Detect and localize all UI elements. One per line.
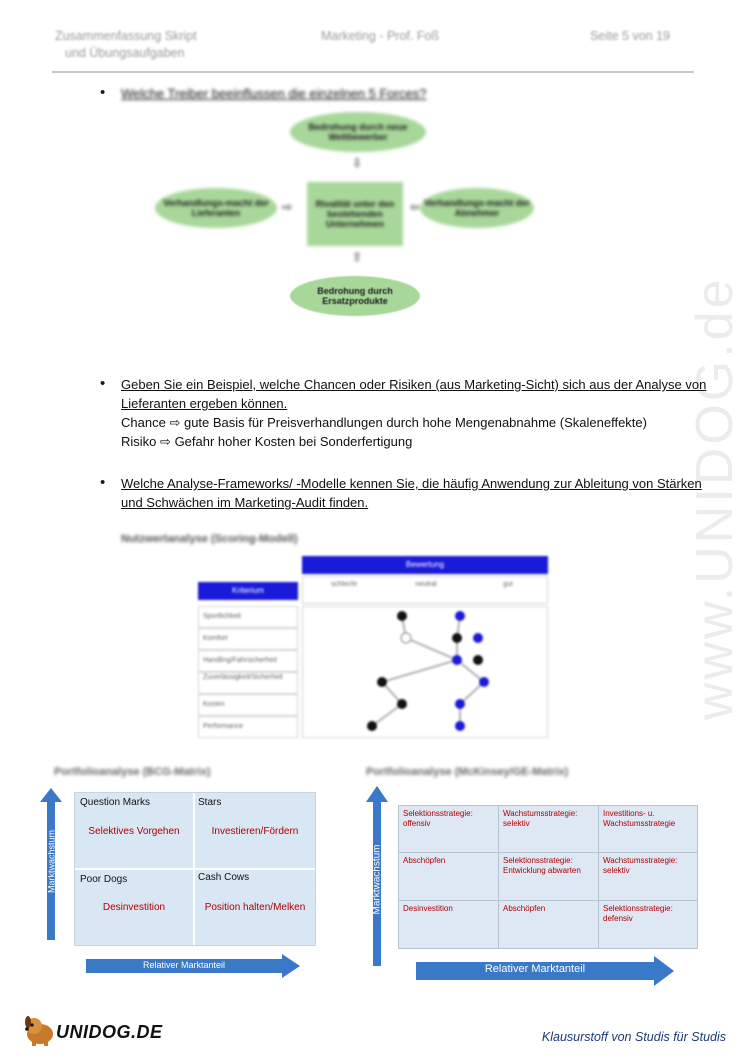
scoring-header-kriterium: Kriterium xyxy=(198,582,298,600)
arrow-up-icon: ⇧ xyxy=(352,250,363,264)
ge-cell: Wachstumsstrategie: selektiv xyxy=(598,852,698,901)
footer-tagline: Klausurstoff von Studis für Studis xyxy=(541,1030,726,1044)
force-new-entrants: Bedrohung durch neue Wettbewerber xyxy=(290,112,426,152)
answer-risk-text: Gefahr hoher Kosten bei Sonderfertigung xyxy=(174,434,413,449)
bullet-icon: • xyxy=(100,375,106,392)
ge-cell: Abschöpfen xyxy=(398,852,499,901)
scoring-point xyxy=(377,677,387,687)
ge-cell: Investitions- u. Wachstumsstrategie xyxy=(598,805,698,853)
footer-logo xyxy=(22,1014,172,1046)
scoring-point xyxy=(452,655,462,665)
scoring-row-label: Performance xyxy=(198,716,298,738)
bcg-title: Portfolioanalyse (BCG-Matrix) xyxy=(54,766,211,778)
scoring-point xyxy=(455,721,465,731)
question-supplier-analysis xyxy=(121,375,711,451)
answer-chance xyxy=(121,413,711,432)
ge-title: Portfolioanalyse (McKinsey/GE-Matrix) xyxy=(366,766,569,778)
question-frameworks xyxy=(121,474,711,512)
bcg-q1-value: Selektives Vorgehen xyxy=(88,826,180,837)
ge-cell: Abschöpfen xyxy=(498,900,599,949)
arrow-right-icon: ⇨ xyxy=(282,200,293,214)
question-line1: Welche Analyse-Frameworks/ -Modelle kennen Sie, die häufig Anwendung zur Ableitung von Stärken xyxy=(121,476,702,491)
scoring-row-label: Handling/Fahrsicherheit xyxy=(198,650,298,672)
scoring-point xyxy=(397,699,407,709)
answer-risk xyxy=(121,432,711,451)
bcg-x-axis-label: Relativer Marktanteil xyxy=(142,960,226,970)
arrow-right-icon: ⇨ xyxy=(160,434,171,449)
bcg-q2-value: Investieren/Fördern xyxy=(211,826,299,837)
question-line1: Geben Sie ein Beispiel, welche Chancen oder Risiken (aus Marketing-Sicht) sich aus der Analyse von xyxy=(121,377,707,392)
force-buyers: Verhandlungs-macht der Abnehmer xyxy=(420,188,534,228)
header-left-line1: Zusammenfassung Skript xyxy=(55,29,197,43)
scoring-point xyxy=(455,699,465,709)
scoring-point xyxy=(473,633,483,643)
header-left xyxy=(55,28,225,62)
scoring-group-bad: schlecht xyxy=(331,581,357,588)
bullet-icon: • xyxy=(100,84,106,101)
watermark: www.UNIDOG.de xyxy=(686,276,744,720)
bcg-q2-label: Stars xyxy=(198,797,222,808)
scoring-group-neutral: neutral xyxy=(415,581,437,588)
force-suppliers: Verhandlungs-macht der Lieferanten xyxy=(155,188,277,228)
scoring-row-label: Kosten xyxy=(198,694,298,716)
scoring-point xyxy=(473,655,483,665)
bcg-matrix xyxy=(74,792,316,946)
question-line2: und Schwächen im Marketing-Audit finden. xyxy=(121,495,369,510)
header-right: Seite 5 von 19 xyxy=(590,29,670,43)
header-left-line2: und Übungsaufgaben xyxy=(65,46,185,60)
arrow-down-icon: ⇩ xyxy=(352,156,363,170)
arrow-left-icon: ⇦ xyxy=(410,200,421,214)
scoring-point xyxy=(455,611,465,621)
scoring-row-label: Sportlichkeit xyxy=(198,606,298,628)
scoring-point xyxy=(397,611,407,621)
bullet-icon: • xyxy=(100,474,106,491)
question-five-forces: Welche Treiber beeinflussen die einzelnen 5 Forces? xyxy=(121,86,427,101)
scoring-row-label: Komfort xyxy=(198,628,298,650)
ge-cell: Selektionsstrategie: defensiv xyxy=(598,900,698,949)
logo-text: UNIDOG.DE xyxy=(56,1022,163,1042)
scoring-group-header xyxy=(302,576,548,604)
bcg-y-axis-label: Marktwachstum xyxy=(46,830,57,894)
answer-chance-text: gute Basis für Preisverhandlungen durch hohe Mengenabnahme (Skaleneffekte) xyxy=(183,415,647,430)
bcg-q1-label: Question Marks xyxy=(80,797,151,808)
scoring-point xyxy=(367,721,377,731)
scoring-group-good: gut xyxy=(503,581,513,588)
ge-cell: Desinvestition xyxy=(398,900,499,949)
force-substitutes: Bedrohung durch Ersatzprodukte xyxy=(290,276,420,316)
scoring-title: Nutzwertanalyse (Scoring-Modell) xyxy=(121,533,298,545)
ge-cell: Selektionsstrategie: offensiv xyxy=(398,805,499,853)
scoring-profile-lines xyxy=(302,606,548,738)
ge-cell: Selektionsstrategie: Entwicklung abwarten xyxy=(498,852,599,901)
bcg-q4-label: Cash Cows xyxy=(198,872,250,883)
ge-cell: Wachstumsstrategie: selektiv xyxy=(498,805,599,853)
scoring-point xyxy=(479,677,489,687)
bcg-q3-value: Desinvestition xyxy=(102,902,166,913)
scoring-table xyxy=(198,556,550,740)
bcg-q3-label: Poor Dogs xyxy=(80,874,128,885)
bcg-q4-value: Position halten/Melken xyxy=(204,902,306,913)
ge-matrix xyxy=(398,805,698,949)
answer-risk-label: Risiko xyxy=(121,434,157,449)
ge-x-axis-label: Relativer Marktanteil xyxy=(484,963,586,975)
dog-icon xyxy=(22,1014,58,1046)
arrow-right-icon: ⇨ xyxy=(169,415,181,430)
scoring-point xyxy=(401,633,411,643)
scoring-row-label: Zuverlässigkeit/Sicherheit xyxy=(198,672,298,694)
answer-chance-label: Chance xyxy=(121,415,166,430)
force-rivalry: Rivalität unter den bestehenden Unternehmen xyxy=(307,182,403,246)
question-line2: Lieferanten ergeben können. xyxy=(121,396,288,411)
bcg-divider-h xyxy=(75,868,315,870)
scoring-header-bewertung: Bewertung xyxy=(302,556,548,574)
scoring-point xyxy=(452,633,462,643)
header-center: Marketing - Prof. Foß xyxy=(320,29,440,43)
header-divider xyxy=(52,71,694,73)
ge-y-axis-label: Marktwachstum xyxy=(371,844,383,915)
